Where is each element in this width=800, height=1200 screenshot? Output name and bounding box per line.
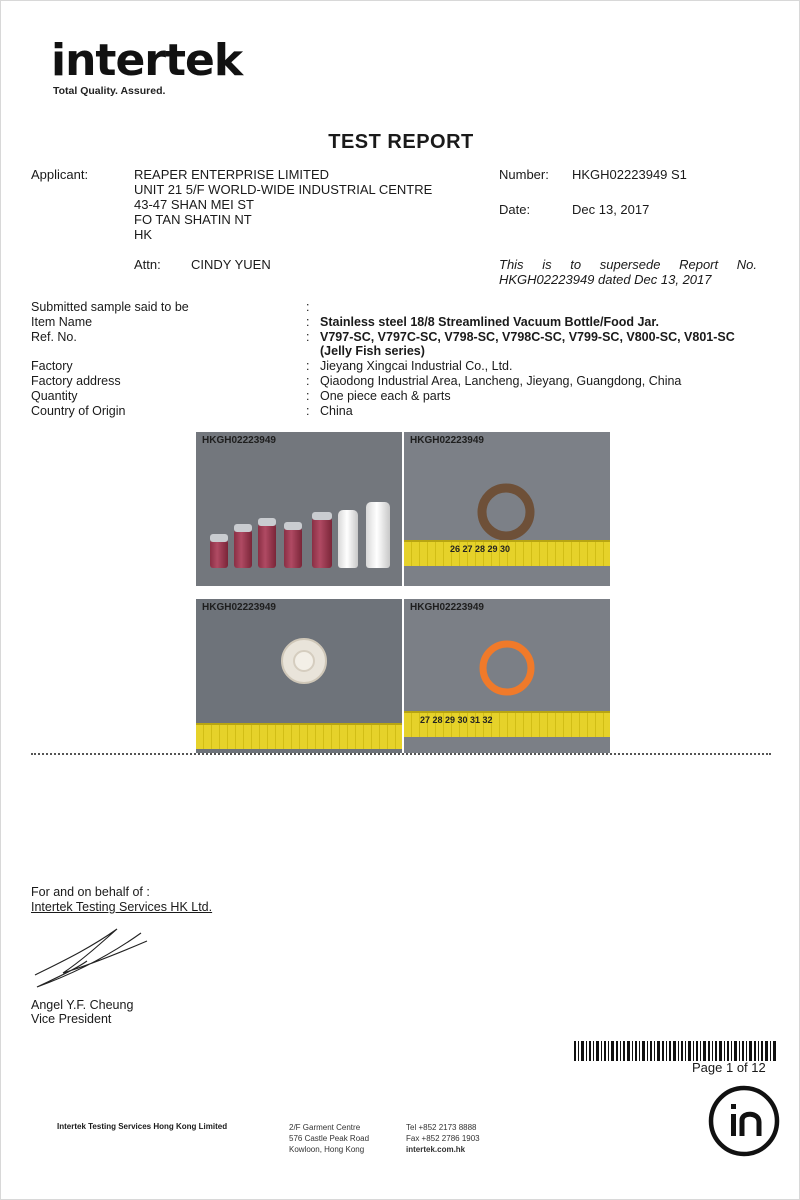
info-label: Submitted sample said to be: [31, 300, 189, 314]
photo-label: HKGH02223949: [410, 602, 484, 613]
supersede-note-line2: HKGH02223949 dated Dec 13, 2017: [499, 272, 712, 287]
footer-contact: [406, 1122, 480, 1155]
ref-no-value: V797-SC, V797C-SC, V798-SC, V798C-SC, V799-SC, V800-SC, V801-SC (Jelly Fish series): [320, 330, 735, 358]
info-colon: :: [306, 315, 310, 329]
quantity-value: One piece each & parts: [320, 389, 451, 403]
applicant-line: REAPER ENTERPRISE LIMITED: [134, 167, 330, 182]
logo-tagline: Total Quality. Assured.: [53, 85, 166, 97]
bottle-shape: [312, 516, 332, 568]
barcode-image: [574, 1041, 776, 1061]
applicant-line: 43-47 SHAN MEI ST: [134, 197, 254, 212]
info-colon: :: [306, 300, 310, 314]
footer-fax: Fax +852 2786 1903: [406, 1134, 480, 1143]
dotted-separator: [31, 753, 771, 755]
measuring-tape: [404, 540, 610, 566]
factory-value: Jieyang Xingcai Industrial Co., Ltd.: [320, 359, 513, 373]
info-colon: :: [306, 330, 310, 344]
info-colon: :: [306, 374, 310, 388]
info-label: Factory: [31, 359, 73, 373]
behalf-line2: Intertek Testing Services HK Ltd.: [31, 900, 213, 914]
info-colon: :: [306, 359, 310, 373]
tape-numbers: 27 28 29 30 31 32: [420, 715, 493, 725]
orange-ring-shape: [474, 635, 540, 701]
bottle-shape: [366, 502, 390, 568]
footer-web: intertek.com.hk: [406, 1145, 466, 1154]
applicant-line: UNIT 21 5/F WORLD-WIDE INDUSTRIAL CENTRE: [134, 182, 433, 197]
number-value: HKGH02223949 S1: [572, 167, 687, 182]
applicant-line: HK: [134, 227, 153, 242]
attn-label: Attn:: [134, 257, 161, 272]
info-colon: :: [306, 404, 310, 418]
footer-tel: Tel +852 2173 8888: [406, 1123, 477, 1132]
applicant-label: Applicant:: [31, 167, 89, 182]
date-label: Date:: [499, 202, 531, 217]
info-label: Factory address: [31, 374, 121, 388]
footer-address-line: Kowloon, Hong Kong: [289, 1145, 365, 1154]
report-title: TEST REPORT: [328, 131, 474, 153]
date-value: Dec 13, 2017: [572, 202, 650, 217]
info-label: Quantity: [31, 389, 78, 403]
bottle-shape: [258, 522, 276, 568]
footer-address-line: 2/F Garment Centre: [289, 1123, 361, 1132]
photo-label: HKGH02223949: [410, 435, 484, 446]
photo-bottles: [196, 432, 402, 586]
photo-white-lid: [196, 599, 402, 753]
bottle-shape: [338, 510, 358, 568]
tape-numbers: 26 27 28 29 30: [450, 544, 511, 554]
footer-company: Intertek Testing Services Hong Kong Limited: [57, 1122, 228, 1131]
bottle-shape: [210, 538, 228, 568]
signatory-name: Angel Y.F. Cheung: [31, 998, 134, 1012]
footer-address-line: 576 Castle Peak Road: [289, 1134, 370, 1143]
number-label: Number:: [499, 167, 549, 182]
bottle-shape: [234, 528, 252, 568]
item-name-value: Stainless steel 18/8 Streamlined Vacuum Bottle/Food Jar.: [320, 315, 660, 329]
behalf-line1: For and on behalf of :: [31, 885, 150, 899]
photo-brown-ring: [404, 432, 610, 586]
measuring-tape: [404, 711, 610, 737]
attn-value: CINDY YUEN: [191, 257, 271, 272]
info-colon: :: [306, 389, 310, 403]
applicant-line: FO TAN SHATIN NT: [134, 212, 252, 227]
bottle-shape: [284, 526, 302, 568]
signatory-title: Vice President: [31, 1012, 112, 1026]
info-label: Item Name: [31, 315, 93, 329]
factory-address-value: Qiaodong Industrial Area, Lancheng, Jieyang, Guangdong, China: [320, 374, 682, 388]
brown-ring-shape: [474, 480, 538, 544]
photo-label: HKGH02223949: [202, 435, 276, 446]
footer-address: [289, 1122, 369, 1155]
white-lid-shape: [278, 635, 330, 687]
country-value: China: [320, 404, 353, 418]
measuring-tape: [196, 723, 402, 749]
photo-orange-ring: [404, 599, 610, 753]
page-number: Page 1 of 12: [692, 1060, 766, 1075]
info-label: Ref. No.: [31, 330, 77, 344]
logo-wordmark: intertek: [51, 35, 243, 86]
info-label: Country of Origin: [31, 404, 126, 418]
supersede-note-line1: This is to supersede Report No.: [499, 257, 757, 272]
applicant-address: [134, 167, 432, 242]
signature-image: [29, 913, 159, 993]
photo-label: HKGH02223949: [202, 602, 276, 613]
intertek-logo: [51, 37, 242, 97]
intertek-badge-icon: [707, 1084, 781, 1158]
